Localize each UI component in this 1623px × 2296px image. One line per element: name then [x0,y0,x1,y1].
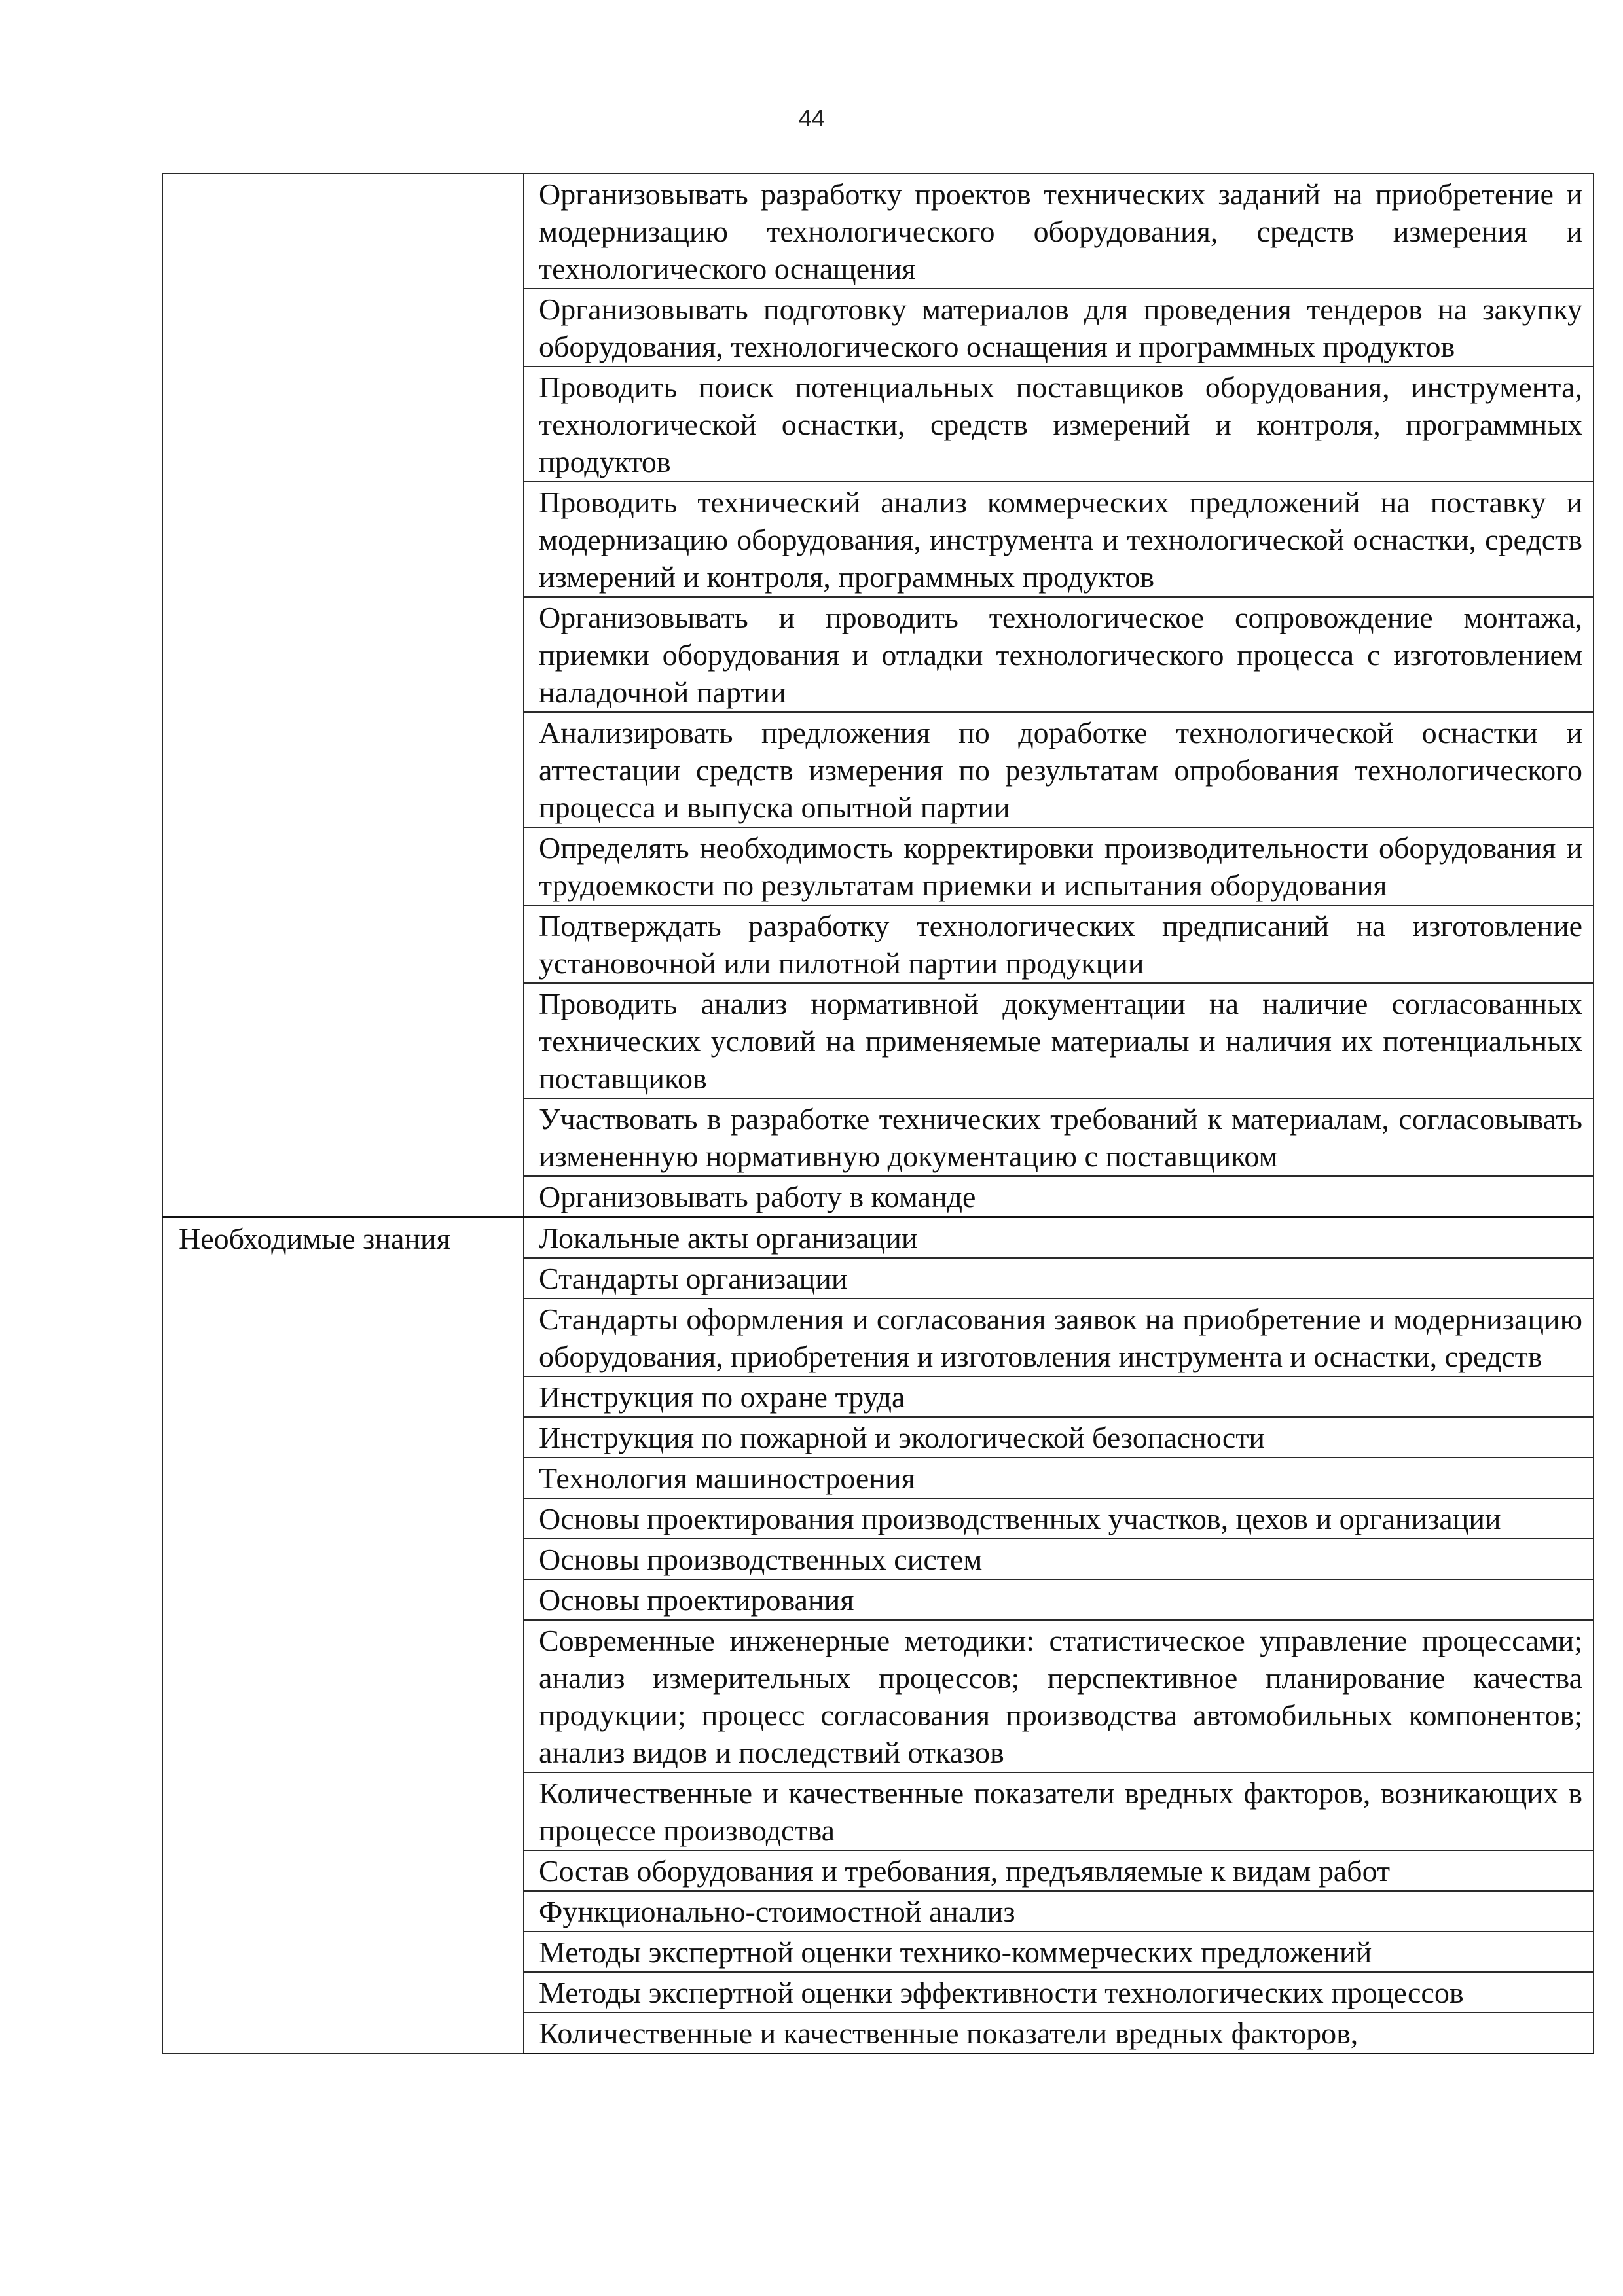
requirement-item: Организовывать работу в команде [524,1176,1594,1217]
skill-row [162,173,1594,289]
requirement-item: Подтверждать разработку технологических предписаний на изготовление установочной или пилотной партии продукции [524,905,1594,983]
requirement-item: Основы проектирования [524,1579,1594,1620]
requirement-item: Стандарты организации [524,1258,1594,1299]
requirement-item: Основы проектирования производственных участков, цехов и организации [524,1498,1594,1539]
requirement-item: Современные инженерные методики: статистическое управление процессами; анализ измерительных процессов; перспективное планирование качества продукции; процесс согласования производства автомобильных компонентов; анализ видов и последствий отказов [524,1620,1594,1772]
requirement-item: Методы экспертной оценки технико-коммерческих предложений [524,1931,1594,1972]
requirement-item: Инструкция по пожарной и экологической безопасности [524,1417,1594,1458]
requirement-item: Определять необходимость корректировки производительности оборудования и трудоемкости по результатам приемки и испытания оборудования [524,827,1594,905]
requirement-item: Локальные акты организации [524,1217,1594,1259]
requirement-item: Инструкция по охране труда [524,1376,1594,1417]
requirement-item: Анализировать предложения по доработке технологической оснастки и аттестации средств измерения по результатам опробования технологического процесса и выпуска опытной партии [524,712,1594,827]
page-number: 44 [798,105,825,132]
requirement-item: Организовывать подготовку материалов для проведения тендеров на закупку оборудования, технологического оснащения и программных продуктов [524,289,1594,367]
requirement-item: Проводить анализ нормативной документации на наличие согласованных технических условий на применяемые материалы и наличия их потенциальных поставщиков [524,983,1594,1098]
requirement-item: Организовывать и проводить технологическое сопровождение монтажа, приемки оборудования и отладки технологического процесса с изготовлением наладочной партии [524,597,1594,712]
requirement-item: Стандарты оформления и согласования заявок на приобретение и модернизацию оборудования, приобретения и изготовления инструмента и оснастки, средств [524,1299,1594,1376]
requirement-item: Методы экспертной оценки эффективности технологических процессов [524,1972,1594,2013]
requirements-table [162,173,1594,2054]
requirement-item: Организовывать разработку проектов технических заданий на приобретение и модернизацию технологического оборудования, средств измерения и технологического оснащения [524,173,1594,289]
requirement-item: Технология машиностроения [524,1458,1594,1498]
table-body [162,173,1594,2054]
knowledge-row [162,1217,1594,1259]
category-cell: Необходимые знания [162,1217,524,2054]
requirement-item: Основы производственных систем [524,1539,1594,1579]
category-cell-empty [162,173,524,1217]
requirement-item: Количественные и качественные показатели вредных факторов, возникающих в процессе производства [524,1772,1594,1850]
requirement-item: Участвовать в разработке технических требований к материалам, согласовывать измененную нормативную документацию с поставщиком [524,1098,1594,1176]
requirement-item: Состав оборудования и требования, предъявляемые к видам работ [524,1850,1594,1891]
requirement-item: Проводить технический анализ коммерческих предложений на поставку и модернизацию оборудования, инструмента и технологической оснастки, средств измерений и контроля, программных продуктов [524,482,1594,597]
requirement-item: Проводить поиск потенциальных поставщиков оборудования, инструмента, технологической оснастки, средств измерений и контроля, программных продуктов [524,367,1594,482]
requirement-item: Количественные и качественные показатели вредных факторов, [524,2013,1594,2054]
requirement-item: Функционально-стоимостной анализ [524,1891,1594,1931]
